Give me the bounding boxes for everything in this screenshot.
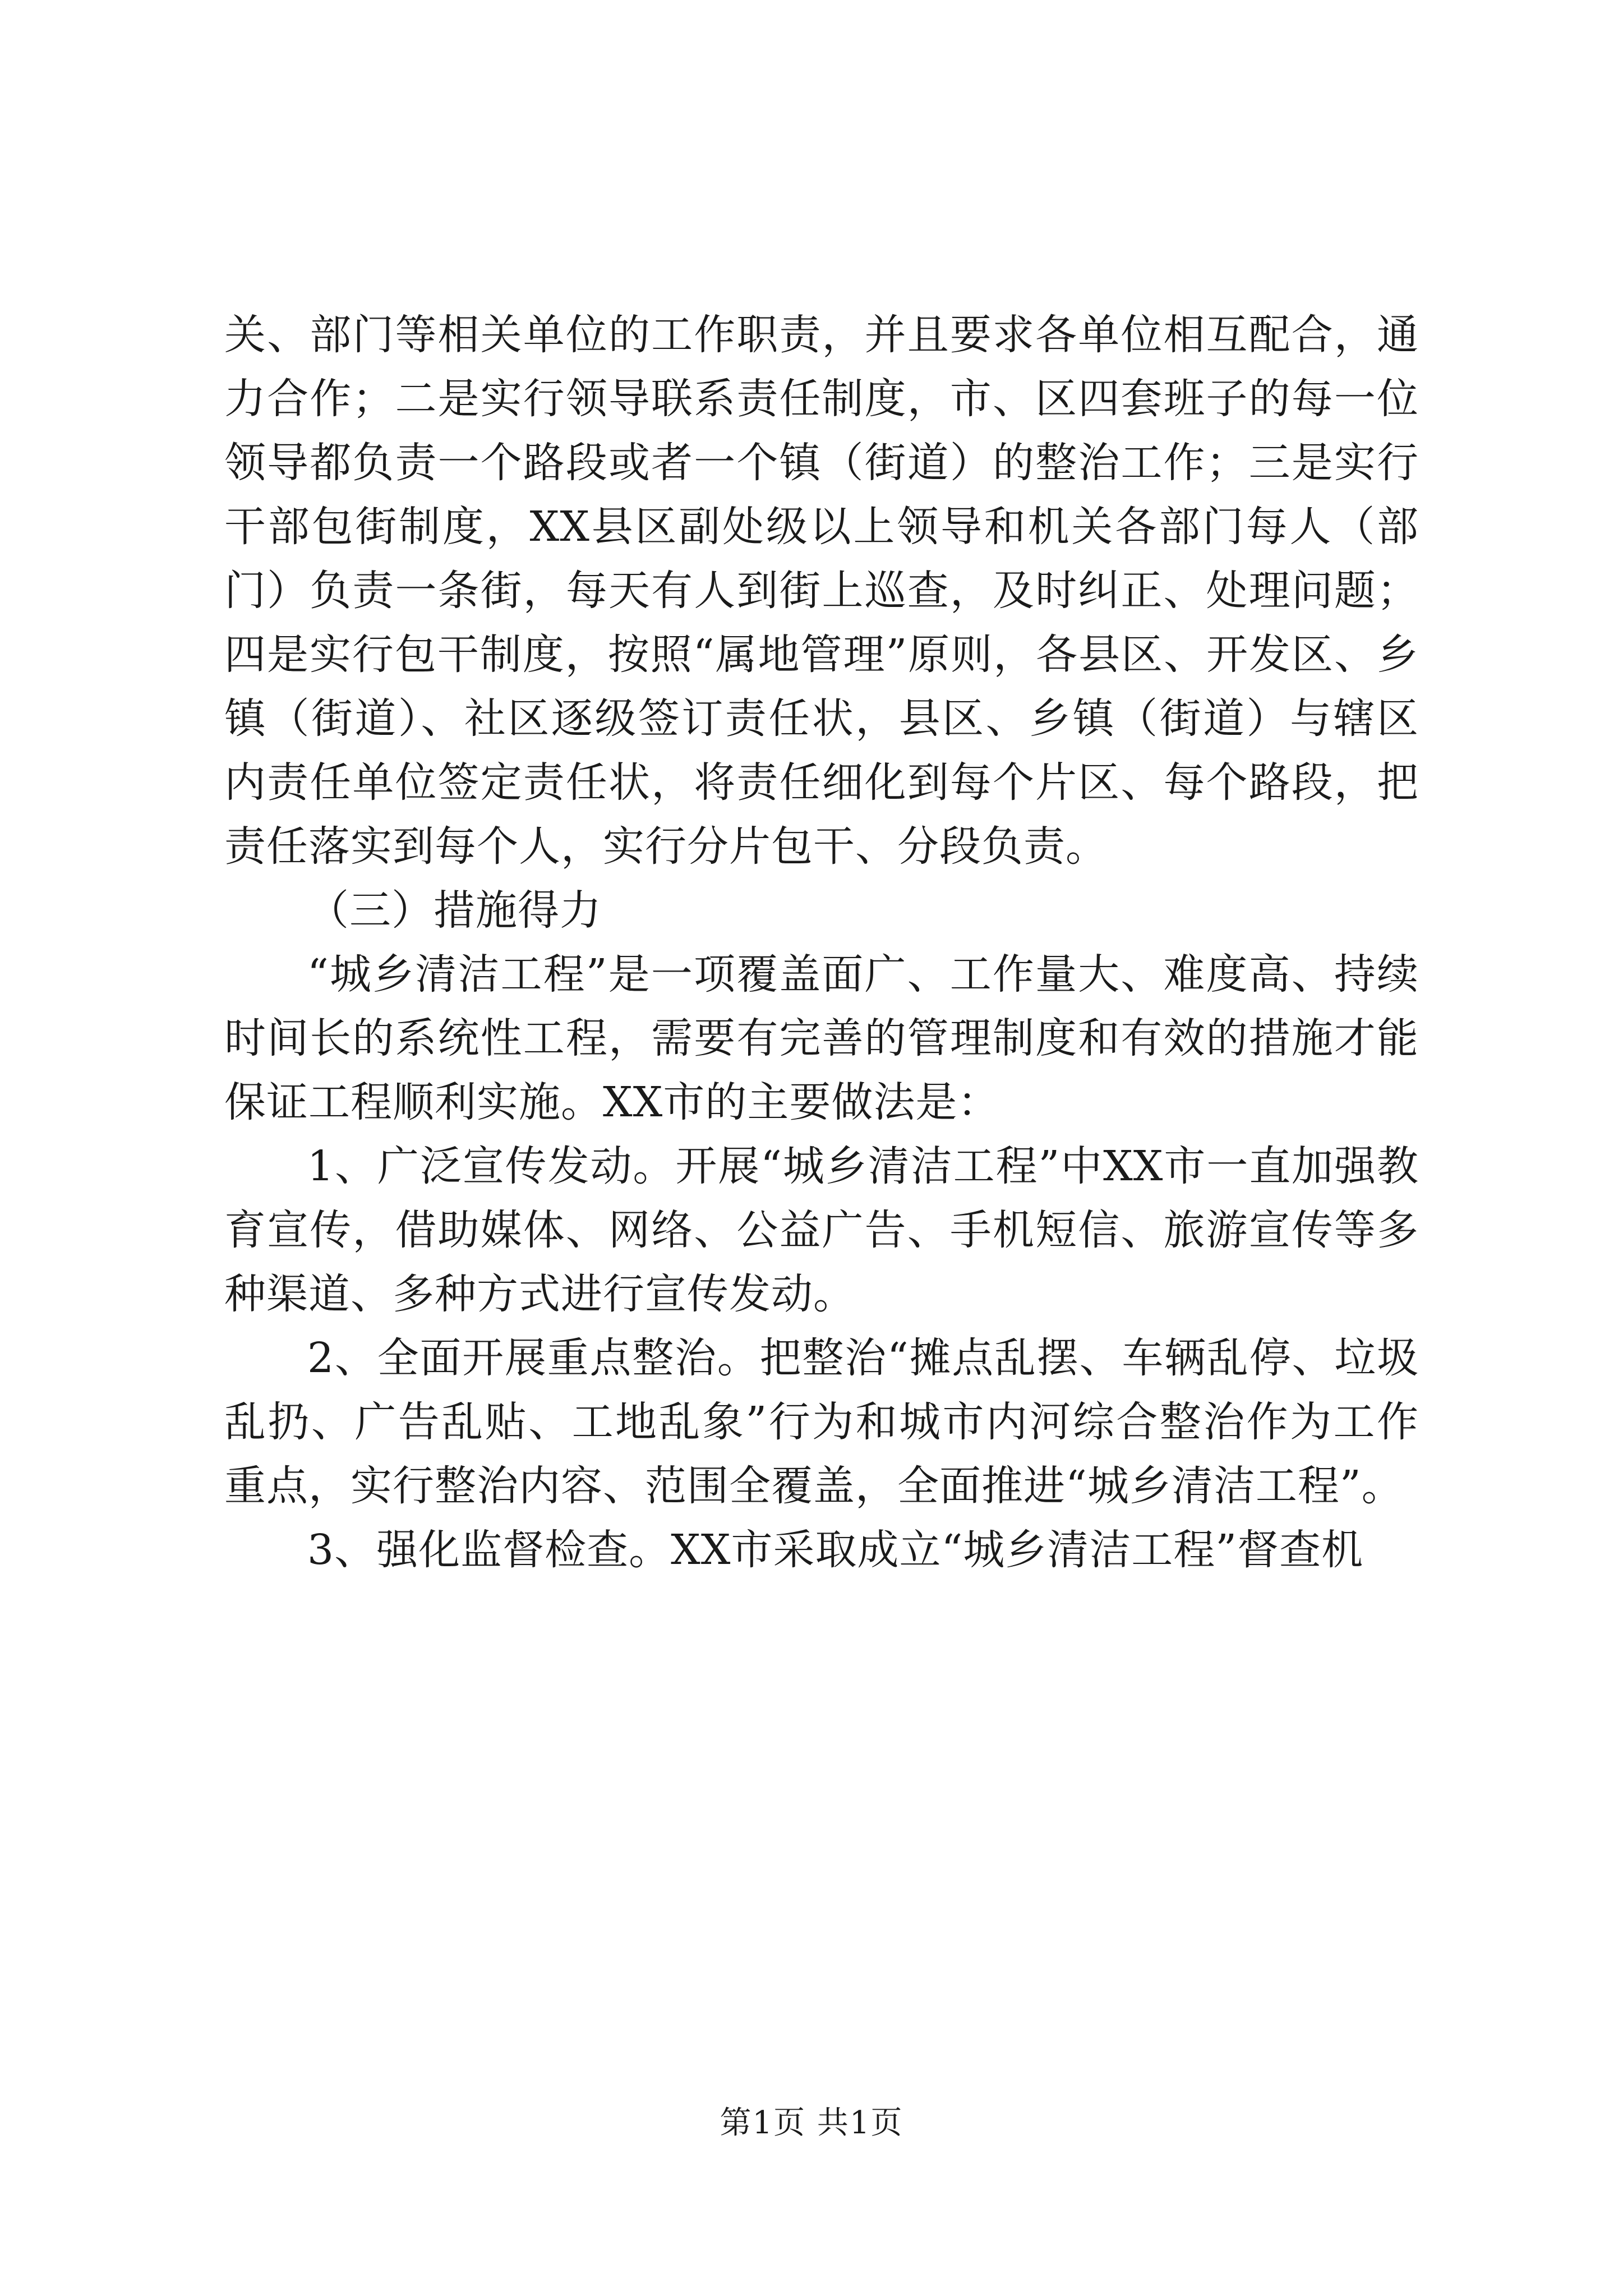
paragraph-responsibility-system: 关、部门等相关单位的工作职责，并且要求各单位相互配合，通力合作；二是实行领导联系责任制度，市、区四套班子的每一位领导都负责一个路段或者一个镇（街道）的整治工作；三是实行干部包街制度，XX县区副处级以上领导和机关各部门每人（部门）负责一条街，每天有人到街上巡查，及时纠正、处理问题；四是实行包干制度，按照“属地管理”原则，各县区、开发区、乡镇（街道）、社区逐级签订责任状，县区、乡镇（街道）与辖区内责任单位签定责任状，将责任细化到每个片区、每个路段，把责任落实到每个人，实行分片包干、分段负责。 — [224, 311, 1419, 871]
paragraph-item-supervision: 3、强化监督检查。XX市采取成立“城乡清洁工程”督查机 — [307, 1526, 1364, 1574]
paragraph-item-publicity: 1、广泛宣传发动。开展“城乡清洁工程”中XX市一直加强教育宣传，借助媒体、网络、公益广告、手机短信、旅游宣传等多种渠道、多种方式进行宣传发动。 — [224, 1142, 1419, 1318]
paragraph-item-rectification: 2、全面开展重点整治。把整治“摊点乱摆、车辆乱停、垃圾乱扔、广告乱贴、工地乱象”行为和城市内河综合整治作为工作重点，实行整治内容、范围全覆盖，全面推进“城乡清洁工程”。 — [224, 1334, 1419, 1510]
document-body — [224, 303, 1419, 1582]
section-heading-measures: （三）措施得力 — [307, 886, 602, 935]
paragraph-measures-intro: “城乡清洁工程”是一项覆盖面广、工作量大、难度高、持续时间长的系统性工程，需要有完善的管理制度和有效的措施才能保证工程顺利实施。XX市的主要做法是： — [224, 950, 1419, 1126]
page-footer: 第1页 共1页 — [720, 2105, 903, 2141]
